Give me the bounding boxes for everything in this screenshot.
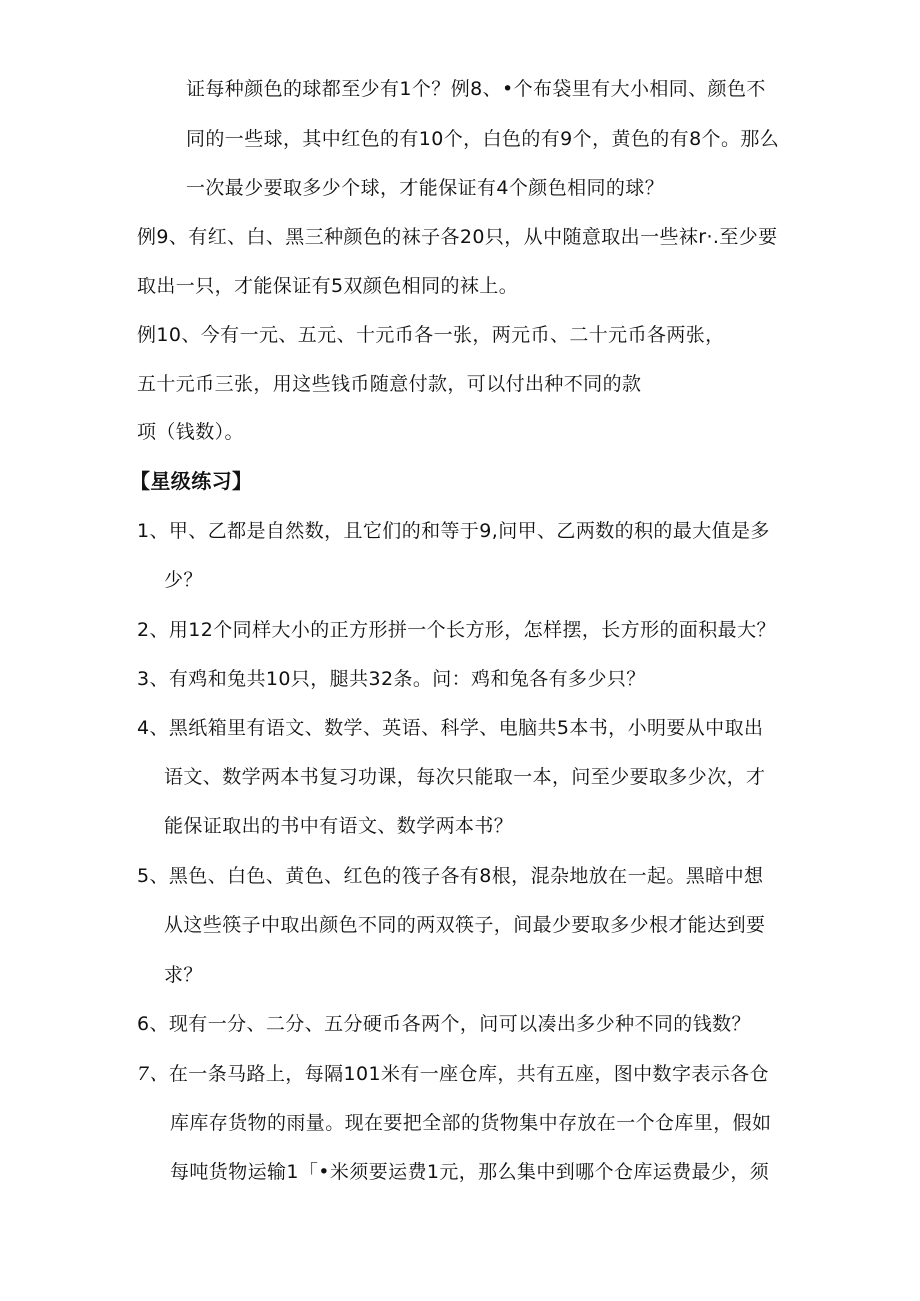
exercise-5-line-2: 从这些筷子中取出颜色不同的两双筷子，间最少要取多少根才能达到要 <box>164 914 766 936</box>
exercise-2-line-1: 2、用12个同样大小的正方形拼一个长方形，怎样摆，长方形的面积最大？ <box>137 619 776 641</box>
example10-line-1: 例10、今有一元、五元、十元币各一张，两元币、二十元币各两张， <box>137 324 725 346</box>
exercise-7-line-2: 库库存货物的雨量。现在要把全部的货物集中存放在一个仓库里，假如 <box>170 1112 772 1134</box>
exercise-3-line-1: 3、有鸡和兔共10只，腿共32条。问：鸡和兔各有多少只？ <box>137 668 646 690</box>
exercise-4-line-2: 语文、数学两本书复习功课，每次只能取一本，问至少要取多少次，才 <box>164 766 766 788</box>
exercise-7-number: 7、 <box>137 1063 169 1085</box>
example9-line-2: 取出一只，才能保证有5双颜色相同的袜上。 <box>137 275 519 297</box>
exercise-7-line-3: 每吨货物运输1「•米须要运费1元，那么集中到哪个仓库运费最少，须 <box>170 1161 770 1183</box>
section-heading: 【星级练习】 <box>130 469 253 493</box>
exercise-1-line-1: 1、甲、乙都是自然数，且它们的和等于9,问甲、乙两数的积的最大值是多 <box>137 520 770 542</box>
example8-line-1: 证每种颜色的球都至少有1个？例8、•个布袋里有大小相同、颜色不 <box>186 78 766 100</box>
exercise-4-line-3: 能保证取出的书中有语文、数学两本书？ <box>164 815 514 837</box>
exercise-7-line-1-text: 在一条马路上，每隔101米有一座仓库，共有五座，图中数字表示各仓 <box>168 1063 769 1085</box>
exercise-1-line-2: 少？ <box>164 569 203 591</box>
exercise-5-line-1: 5、黑色、白色、黄色、红色的筏子各有8根，混杂地放在一起。黑暗中想 <box>137 865 764 887</box>
exercise-4-line-1: 4、黑纸箱里有语文、数学、英语、科学、电脑共5本书，小明要从中取出 <box>137 717 764 739</box>
exercise-7-line-1 <box>137 1061 769 1087</box>
example8-line-3: 一次最少要取多少个球，才能保证有4个颜色相同的球？ <box>186 177 665 199</box>
example10-line-2: 五十元币三张，用这些钱币随意付款，可以付出种不同的款 <box>137 373 642 395</box>
exercise-5-line-3: 求？ <box>164 964 203 986</box>
example10-line-3: 项（钱数）。 <box>137 421 244 443</box>
exercise-6-line-1: 6、现有一分、二分、五分硬币各两个，问可以凑出多少种不同的钱数？ <box>137 1013 751 1035</box>
example8-line-2: 同的一些球，其中红色的有10个，白色的有9个，黄色的有8个。那么 <box>186 128 780 150</box>
example9-line-1: 例9、有红、白、黑三种颜色的袜子各20只，从中随意取出一些袜r·.至少要 <box>137 226 778 248</box>
